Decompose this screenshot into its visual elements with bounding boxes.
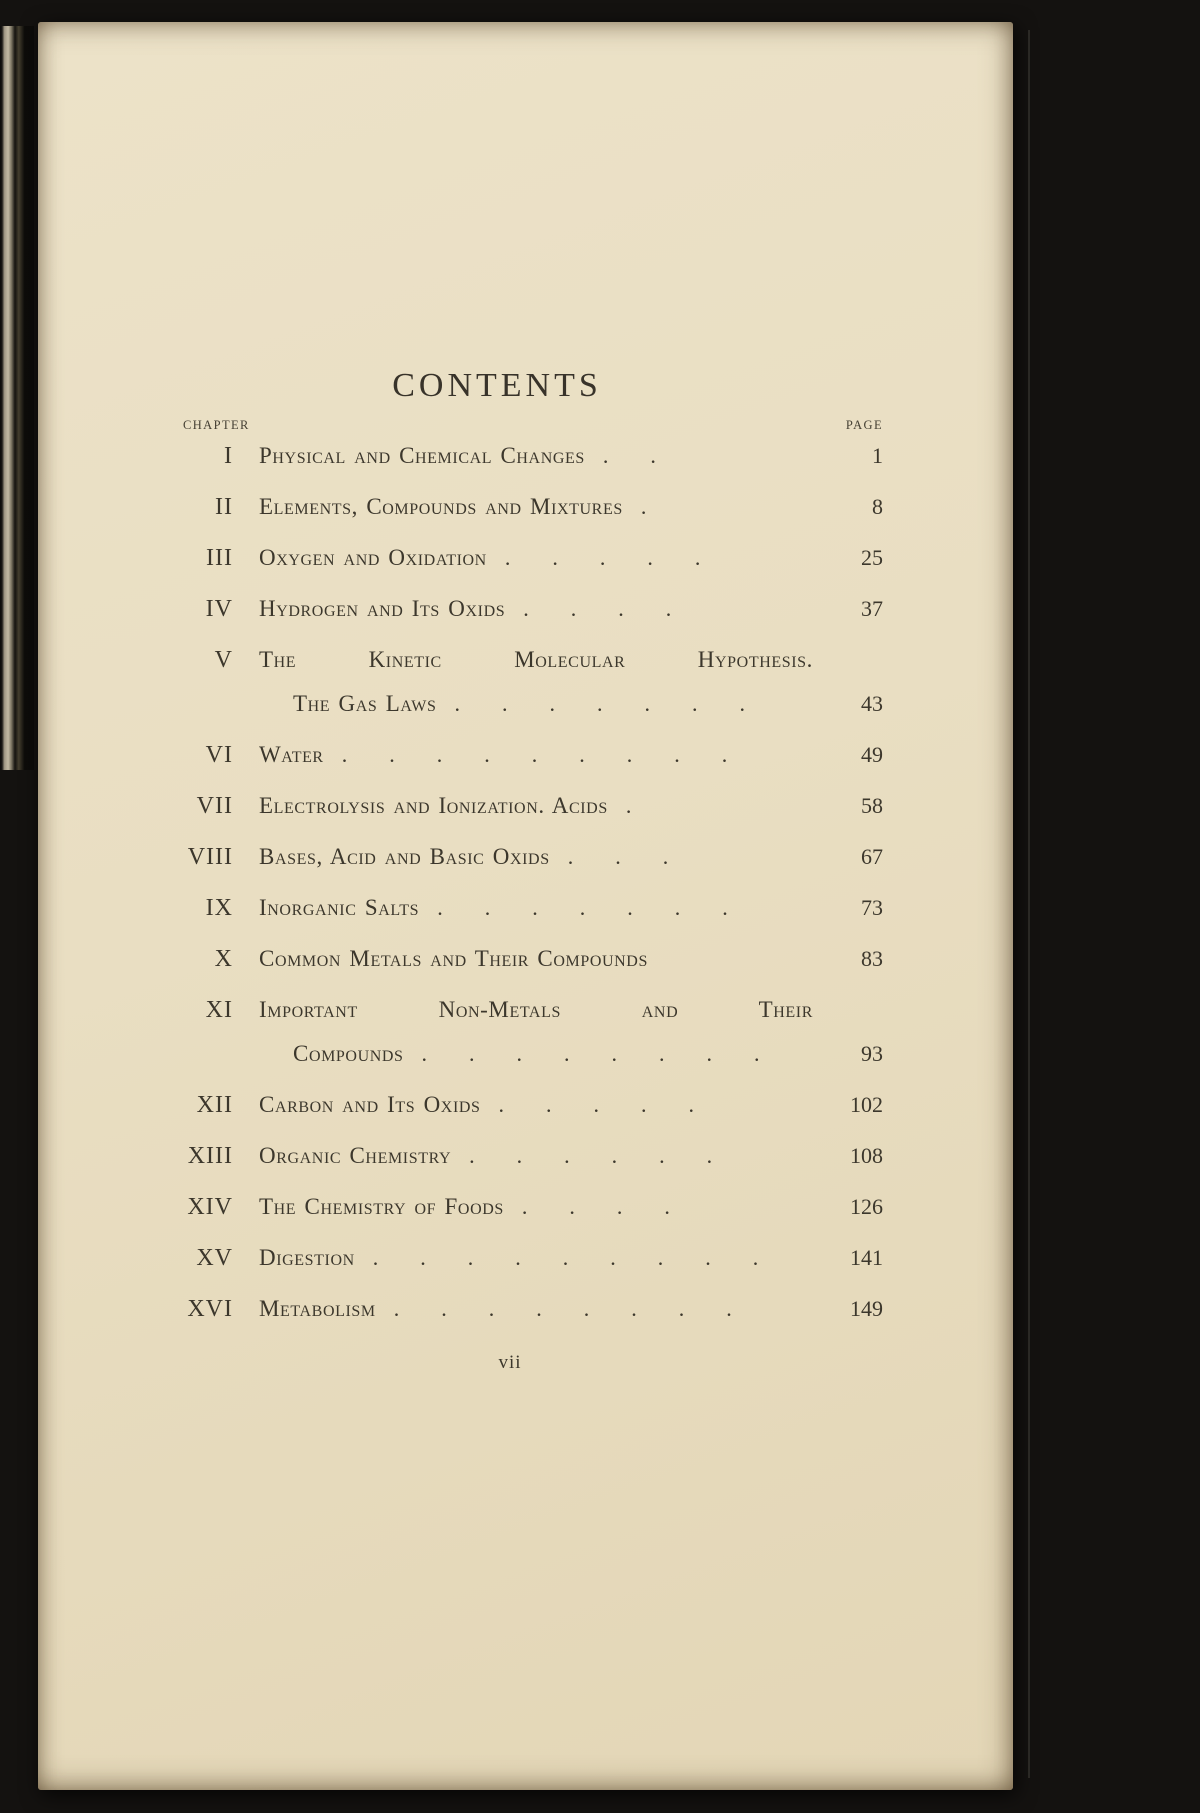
page-number: 149 — [850, 1296, 883, 1321]
chapter-title: Digestion — [259, 1245, 355, 1270]
chapter-numeral: VIII — [187, 844, 233, 870]
page-number: 93 — [861, 1041, 883, 1066]
page-number: 8 — [872, 494, 883, 519]
chapter-title-continued — [259, 689, 813, 719]
folio-page-number: vii — [498, 1352, 522, 1373]
toc-row — [183, 1294, 883, 1324]
chapter-title-line — [259, 995, 813, 1069]
page-number: 37 — [861, 596, 883, 621]
chapter-numeral: V — [214, 647, 233, 673]
page-number: 43 — [861, 691, 883, 716]
chapter-title: The Kinetic Molecular Hypothesis. — [259, 647, 813, 672]
toc-row — [183, 543, 883, 573]
chapter-title-line — [259, 1294, 813, 1324]
chapter-title-line — [259, 543, 813, 573]
chapter-title: Inorganic Salts — [259, 895, 420, 920]
chapter-title: Bases, Acid and Basic Oxids — [259, 844, 550, 869]
toc-row — [183, 1090, 883, 1120]
chapter-numeral: XV — [196, 1245, 233, 1271]
chapter-numeral: X — [214, 946, 233, 972]
chapter-title-line2: The Gas Laws — [293, 691, 437, 716]
toc-row — [183, 1141, 883, 1171]
chapter-column-header: CHAPTER — [183, 418, 250, 432]
leader-dots: ... — [567, 844, 711, 869]
chapter-numeral: XVI — [187, 1296, 233, 1322]
page-number: 73 — [861, 895, 883, 920]
chapter-title: Elements, Compounds and Mixtures — [259, 494, 623, 519]
toc-row — [183, 842, 883, 872]
contents-title: CONTENTS — [392, 367, 602, 404]
leader-dots: ......... — [372, 1245, 801, 1270]
chapter-title: Organic Chemistry — [259, 1143, 452, 1168]
toc-row — [183, 1243, 883, 1273]
leader-dots: ..... — [504, 545, 743, 570]
page-number: 108 — [850, 1143, 883, 1168]
chapter-title: Hydrogen and Its Oxids — [259, 596, 506, 621]
chapter-numeral: VI — [205, 742, 233, 768]
page-number: 83 — [861, 946, 883, 971]
toc-row — [183, 1192, 883, 1222]
page-number: 58 — [861, 793, 883, 818]
toc-row — [183, 594, 883, 624]
chapter-title: Water — [259, 742, 324, 767]
toc-row — [183, 645, 883, 719]
leader-dots: ....... — [454, 691, 787, 716]
chapter-title: The Chemistry of Foods — [259, 1194, 504, 1219]
leader-dots: ..... — [498, 1092, 737, 1117]
chapter-title-line — [259, 1141, 813, 1171]
leader-dots: .. — [602, 443, 698, 468]
chapter-title-line — [259, 1090, 813, 1120]
chapter-title-line — [259, 893, 813, 923]
chapter-numeral: XII — [196, 1092, 233, 1118]
chapter-title-line2: Compounds — [293, 1041, 404, 1066]
chapter-numeral: I — [224, 443, 233, 469]
chapter-numeral: II — [215, 494, 233, 520]
page-number: 1 — [872, 443, 883, 468]
chapter-numeral: XIV — [187, 1194, 233, 1220]
table-of-contents — [183, 418, 883, 1345]
chapter-numeral: VII — [196, 793, 233, 819]
chapter-title-line — [259, 1192, 813, 1222]
page-number: 141 — [850, 1245, 883, 1270]
page-number: 102 — [850, 1092, 883, 1117]
leader-dots: ...... — [469, 1143, 755, 1168]
page-number: 25 — [861, 545, 883, 570]
chapter-title-line — [259, 944, 813, 974]
toc-row — [183, 492, 883, 522]
chapter-title-line — [259, 842, 813, 872]
chapter-title: Metabolism — [259, 1296, 376, 1321]
leader-dots: ......... — [341, 742, 770, 767]
leader-dots: .... — [523, 596, 714, 621]
leader-dots: ........ — [393, 1296, 774, 1321]
chapter-numeral: IX — [205, 895, 233, 921]
toc-row — [183, 441, 883, 471]
page-number: 126 — [850, 1194, 883, 1219]
toc-row — [183, 791, 883, 821]
page-number: 49 — [861, 742, 883, 767]
book-page-edges — [0, 26, 34, 770]
chapter-title-line — [259, 492, 813, 522]
toc-row — [183, 995, 883, 1069]
book-cover-edge — [1028, 30, 1030, 1778]
chapter-title: Carbon and Its Oxids — [259, 1092, 481, 1117]
leader-dots: . — [640, 494, 689, 519]
leader-dots: ....... — [437, 895, 770, 920]
chapter-title-line — [259, 791, 813, 821]
chapter-title: Physical and Chemical Changes — [259, 443, 585, 468]
chapter-numeral: XI — [205, 997, 233, 1023]
chapter-title-line — [259, 645, 813, 719]
page-number: 67 — [861, 844, 883, 869]
chapter-title-line — [259, 441, 813, 471]
chapter-title-line — [259, 1243, 813, 1273]
chapter-title: Common Metals and Their Compounds — [259, 946, 648, 971]
leader-dots: .... — [521, 1194, 712, 1219]
chapter-title-line — [259, 740, 813, 770]
chapter-title: Electrolysis and Ionization. Acids — [259, 793, 608, 818]
toc-row — [183, 893, 883, 923]
toc-row — [183, 740, 883, 770]
chapter-numeral: IV — [205, 596, 233, 622]
leader-dots: ........ — [421, 1041, 802, 1066]
page-column-header: PAGE — [845, 418, 883, 432]
chapter-numeral: XIII — [187, 1143, 233, 1169]
leader-dots: . — [625, 793, 674, 818]
book-page — [38, 22, 1013, 1790]
toc-column-headers — [183, 418, 883, 433]
toc-row — [183, 944, 883, 974]
chapter-numeral: III — [206, 545, 233, 571]
chapter-title-line — [259, 594, 813, 624]
chapter-title-continued — [259, 1039, 813, 1069]
chapter-title: Important Non-Metals and Their — [259, 997, 813, 1022]
chapter-title: Oxygen and Oxidation — [259, 545, 487, 570]
